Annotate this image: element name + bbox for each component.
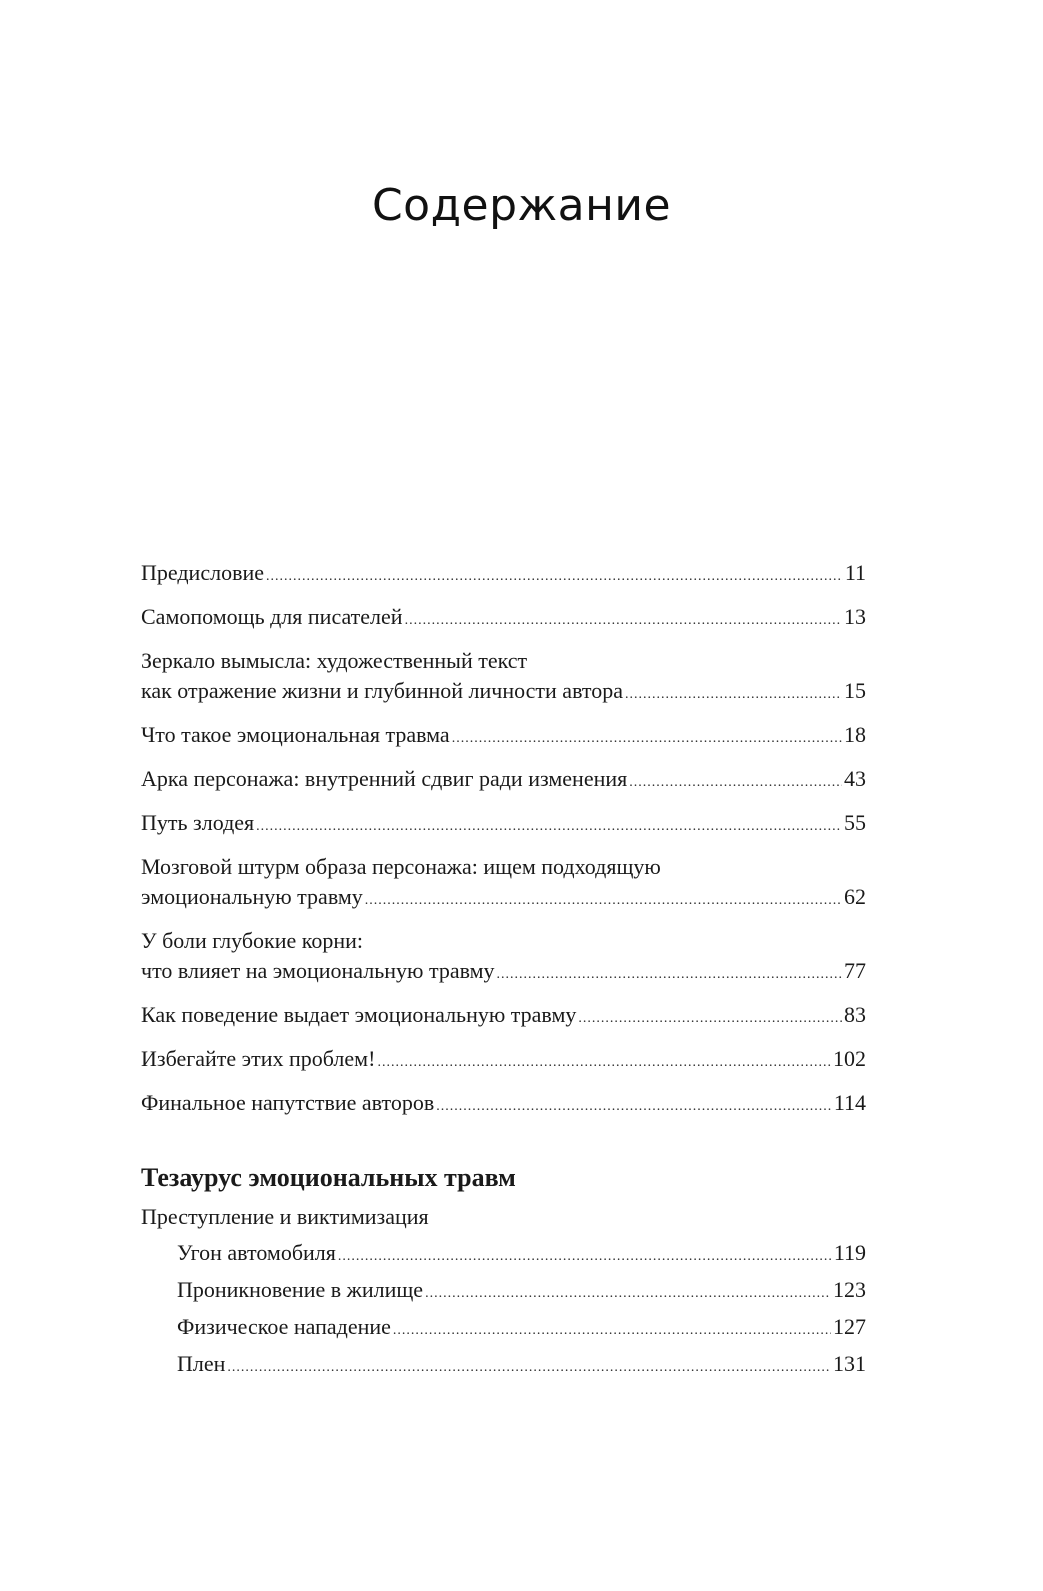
leader-dots — [338, 1242, 832, 1272]
toc-entry-label-line: Мозговой штурм образа персонажа: ищем подходящую — [141, 854, 661, 879]
toc-entry-label: Арка персонажа: внутренний сдвиг ради изменения — [141, 766, 628, 791]
table-of-contents — [141, 558, 866, 1386]
leader-dots — [256, 812, 842, 842]
toc-page-number: 62 — [844, 884, 866, 909]
leader-dots — [452, 724, 842, 754]
section-heading: Тезаурус эмоциональных травм — [141, 1163, 516, 1192]
toc-page-number: 127 — [833, 1314, 866, 1339]
toc-entry-mirror-of-fiction[interactable] — [141, 646, 866, 710]
toc-entry-character-arc[interactable] — [141, 764, 866, 798]
subsection-heading: Преступление и виктимизация — [141, 1204, 429, 1229]
toc-page-number: 18 — [844, 722, 866, 747]
toc-entry-label: как отражение жизни и глубинной личности автора — [141, 678, 624, 703]
toc-entry-label: Угон автомобиля — [177, 1240, 336, 1265]
toc-entry-label: Что такое эмоциональная травма — [141, 722, 450, 747]
toc-page-number: 11 — [844, 560, 866, 585]
toc-entry-final-words[interactable] — [141, 1088, 866, 1122]
toc-entry-label: Самопомощь для писателей — [141, 604, 403, 629]
page-title: Содержание — [371, 180, 672, 231]
toc-entry-villain-path[interactable] — [141, 808, 866, 842]
toc-page-number: 83 — [844, 1002, 866, 1027]
toc-entry-captivity[interactable] — [177, 1349, 866, 1383]
toc-entry-label: Плен — [177, 1351, 226, 1376]
toc-entry-car-theft[interactable] — [177, 1238, 866, 1272]
toc-entry-label: Физическое нападение — [177, 1314, 391, 1339]
leader-dots — [227, 1353, 831, 1383]
toc-entry-label: что влияет на эмоциональную травму — [141, 958, 495, 983]
leader-dots — [377, 1048, 831, 1078]
toc-entry-preface[interactable] — [141, 558, 866, 592]
toc-entry-label-line: Зеркало вымысла: художественный текст — [141, 648, 528, 673]
toc-entry-label: Проникновение в жилище — [177, 1277, 424, 1302]
toc-entry-what-is-trauma[interactable] — [141, 720, 866, 754]
leader-dots — [393, 1316, 831, 1346]
leader-dots — [578, 1004, 842, 1034]
toc-page-number: 123 — [833, 1277, 866, 1302]
leader-dots — [365, 886, 842, 916]
toc-entry-brainstorm[interactable] — [141, 852, 866, 916]
leader-dots — [629, 768, 842, 798]
toc-entry-self-help[interactable] — [141, 602, 866, 636]
toc-entry-avoid-problems[interactable] — [141, 1044, 866, 1078]
toc-entry-behavior[interactable] — [141, 1000, 866, 1034]
toc-page-number: 102 — [833, 1046, 866, 1071]
toc-entry-label-line: У боли глубокие корни: — [141, 928, 363, 953]
toc-page-number: 119 — [833, 1240, 866, 1265]
toc-entry-label: Как поведение выдает эмоциональную травму — [141, 1002, 577, 1027]
toc-page-number: 114 — [833, 1090, 866, 1115]
toc-page-number: 77 — [844, 958, 866, 983]
toc-page-number: 13 — [844, 604, 866, 629]
leader-dots — [425, 1279, 831, 1309]
leader-dots — [497, 960, 842, 990]
toc-entry-label: Путь злодея — [141, 810, 255, 835]
toc-page-number: 43 — [844, 766, 866, 791]
toc-entry-label: Предисловие — [141, 560, 264, 585]
leader-dots — [436, 1092, 832, 1122]
toc-entry-home-invasion[interactable] — [177, 1275, 866, 1309]
toc-page-number: 131 — [833, 1351, 866, 1376]
toc-page-number: 15 — [844, 678, 866, 703]
leader-dots — [266, 562, 843, 592]
leader-dots — [405, 606, 842, 636]
toc-entry-label: эмоциональную травму — [141, 884, 363, 909]
leader-dots — [625, 680, 842, 710]
subsection-items — [141, 1238, 866, 1383]
toc-entry-label: Избегайте этих проблем! — [141, 1046, 376, 1071]
toc-entry-deep-roots[interactable] — [141, 926, 866, 990]
toc-entry-label: Финальное напутствие авторов — [141, 1090, 435, 1115]
toc-entry-assault[interactable] — [177, 1312, 866, 1346]
toc-page-number: 55 — [844, 810, 866, 835]
